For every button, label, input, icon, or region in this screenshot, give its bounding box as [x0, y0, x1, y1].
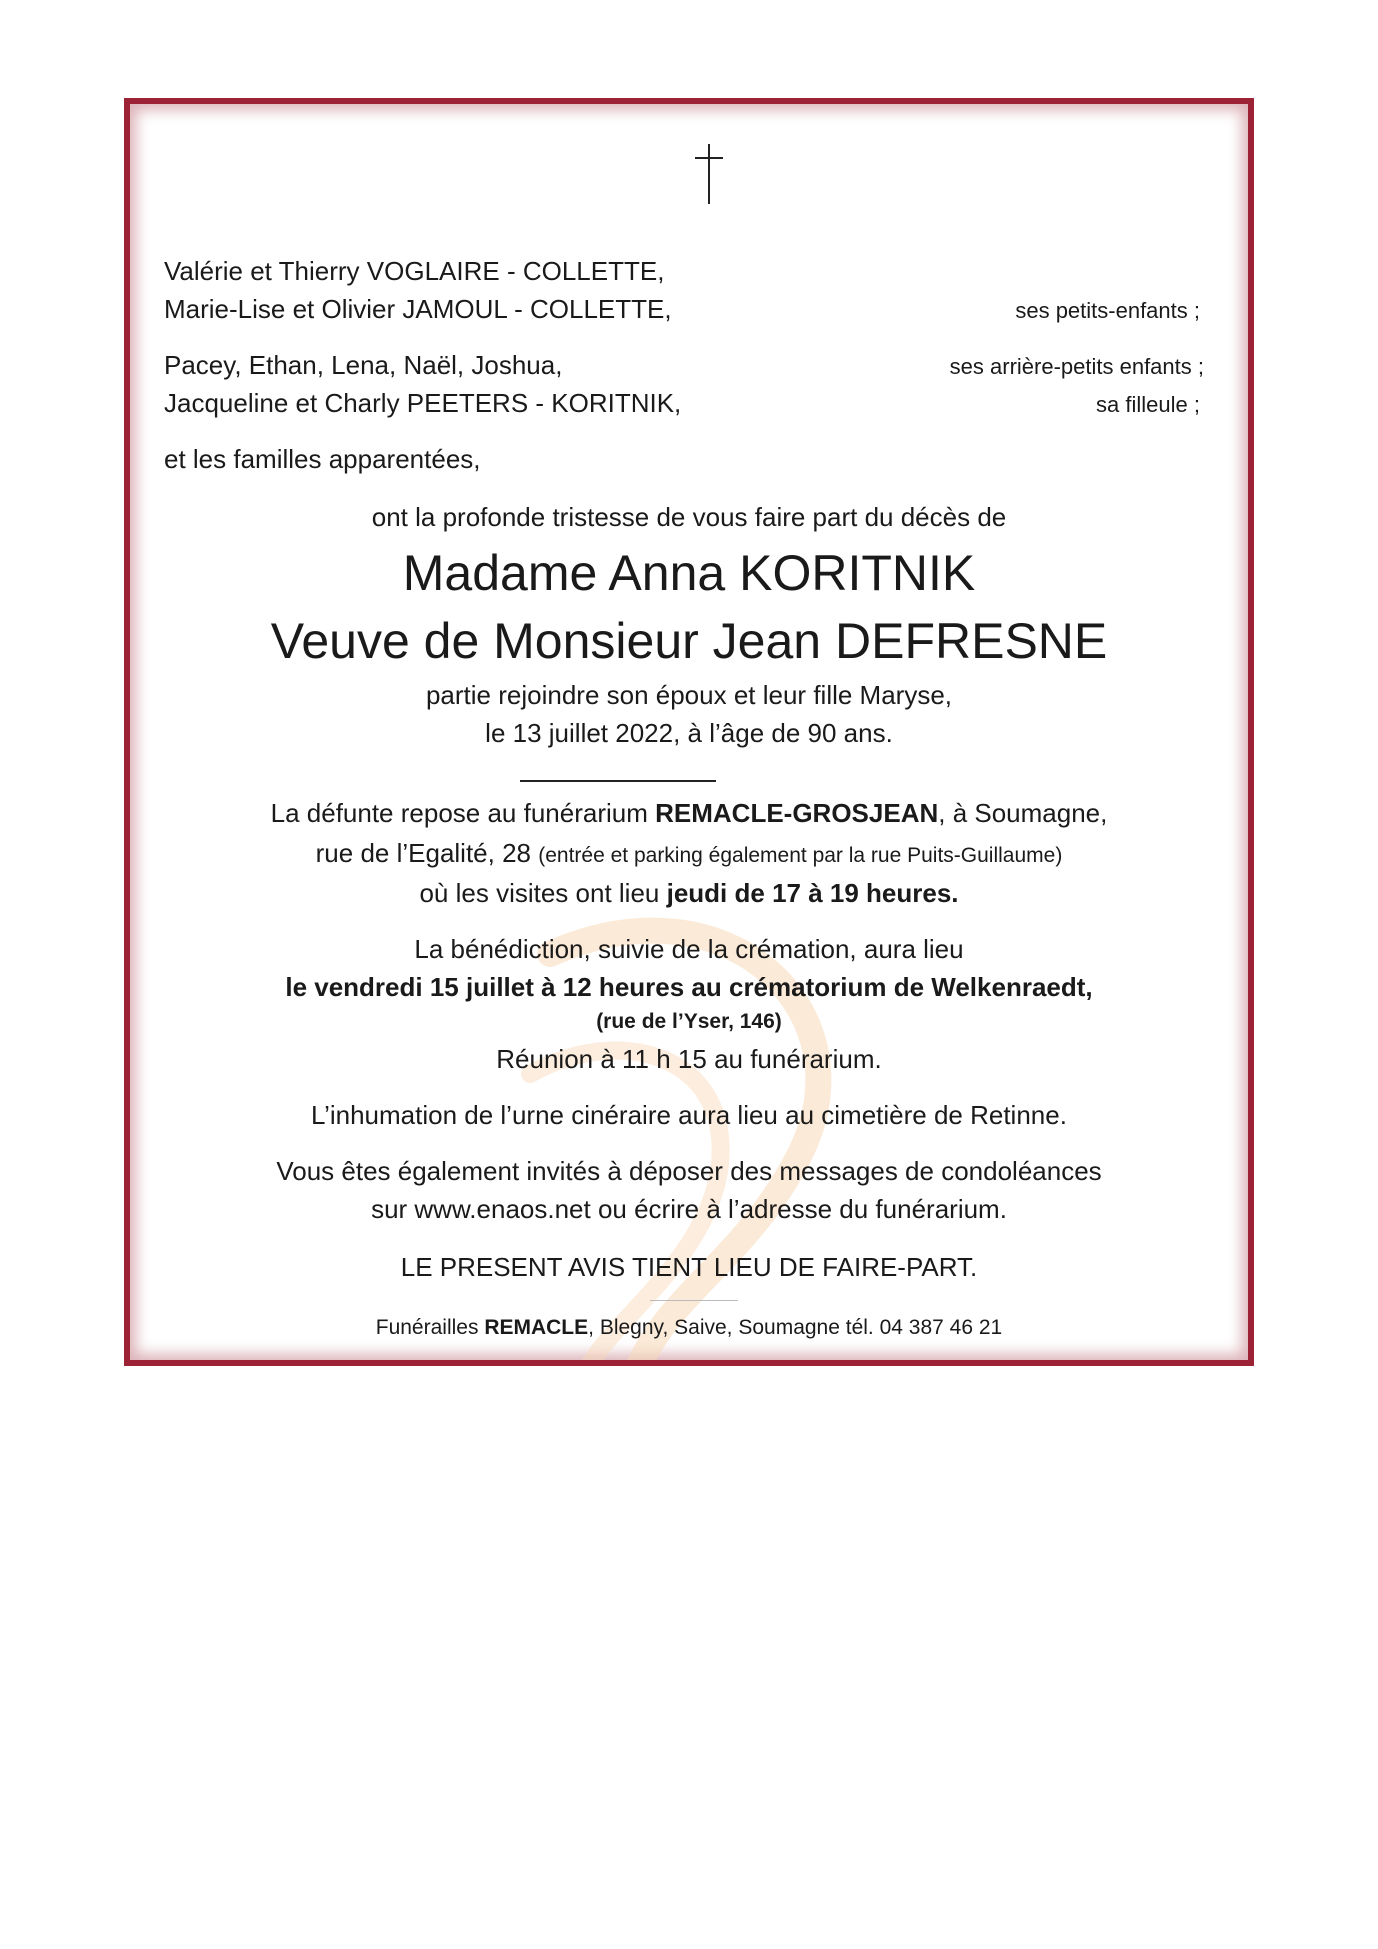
family-line-4: Jacqueline et Charly PEETERS - KORITNIK,: [164, 388, 682, 418]
footer-company: REMACLE: [484, 1316, 589, 1339]
footer-contact: , Blegny, Saive, Soumagne tél. 04 387 46 21: [588, 1316, 1003, 1339]
funeral-home-name: REMACLE-GROSJEAN: [655, 798, 939, 828]
announcement-intro: ont la profonde tristesse de vous faire part du décès de: [371, 502, 1007, 532]
visitation-line-3: [130, 878, 1248, 909]
burial-line: L’inhumation de l’urne cinéraire aura lieu au cimetière de Retinne.: [311, 1100, 1067, 1130]
family-line-1: Valérie et Thierry VOGLAIRE - COLLETTE,: [164, 256, 665, 286]
notice: LE PRESENT AVIS TIENT LIEU DE FAIRE-PART.: [400, 1252, 978, 1282]
relation-goddaughter: sa filleule ;: [1096, 392, 1200, 417]
family-line-3: Pacey, Ethan, Lena, Naël, Joshua,: [164, 350, 563, 380]
ceremony-line-4: Réunion à 11 h 15 au funérarium.: [496, 1044, 882, 1074]
footer-text: Funérailles: [375, 1316, 485, 1339]
rejoin-line: partie rejoindre son époux et leur fille Maryse,: [425, 680, 953, 710]
visits-text: où les visites ont lieu: [419, 878, 667, 908]
cross-icon: [692, 142, 726, 206]
address-text: rue de l’Egalité, 28: [315, 838, 539, 868]
deceased-name: Madame Anna KORITNIK: [402, 545, 976, 601]
visitation-text: La défunte repose au funérarium: [270, 798, 656, 828]
relation-grandchildren: ses petits-enfants ;: [1015, 298, 1200, 323]
death-date: le 13 juillet 2022, à l’âge de 90 ans.: [485, 718, 893, 748]
visitation-line-1: [130, 798, 1248, 829]
ceremony-line-3: (rue de l’Yser, 146): [596, 1010, 782, 1033]
visitation-line-2: [130, 838, 1248, 869]
parking-note: (entrée et parking également par la rue Puits-Guillaume): [538, 844, 1063, 867]
divider: [520, 780, 716, 782]
condolences-line-2: sur www.enaos.net ou écrire à l’adresse du funérarium.: [371, 1194, 1007, 1224]
family-line-5: et les familles apparentées,: [164, 444, 481, 474]
ceremony-line-1: La bénédiction, suivie de la crémation, aura lieu: [414, 934, 964, 964]
family-line-2: Marie-Lise et Olivier JAMOUL - COLLETTE,: [164, 294, 672, 324]
footer-divider: [650, 1300, 738, 1301]
relation-great-grandchildren: ses arrière-petits enfants ;: [949, 354, 1204, 379]
footer: [130, 1316, 1248, 1340]
widow-of: Veuve de Monsieur Jean DEFRESNE: [270, 613, 1108, 669]
obituary-frame: [124, 98, 1254, 1366]
ceremony-line-2: le vendredi 15 juillet à 12 heures au crématorium de Welkenraedt,: [285, 972, 1093, 1002]
condolences-line-1: Vous êtes également invités à déposer des messages de condoléances: [276, 1156, 1102, 1186]
visitation-location: , à Soumagne,: [938, 798, 1108, 828]
visiting-hours: jeudi de 17 à 19 heures.: [666, 878, 959, 908]
